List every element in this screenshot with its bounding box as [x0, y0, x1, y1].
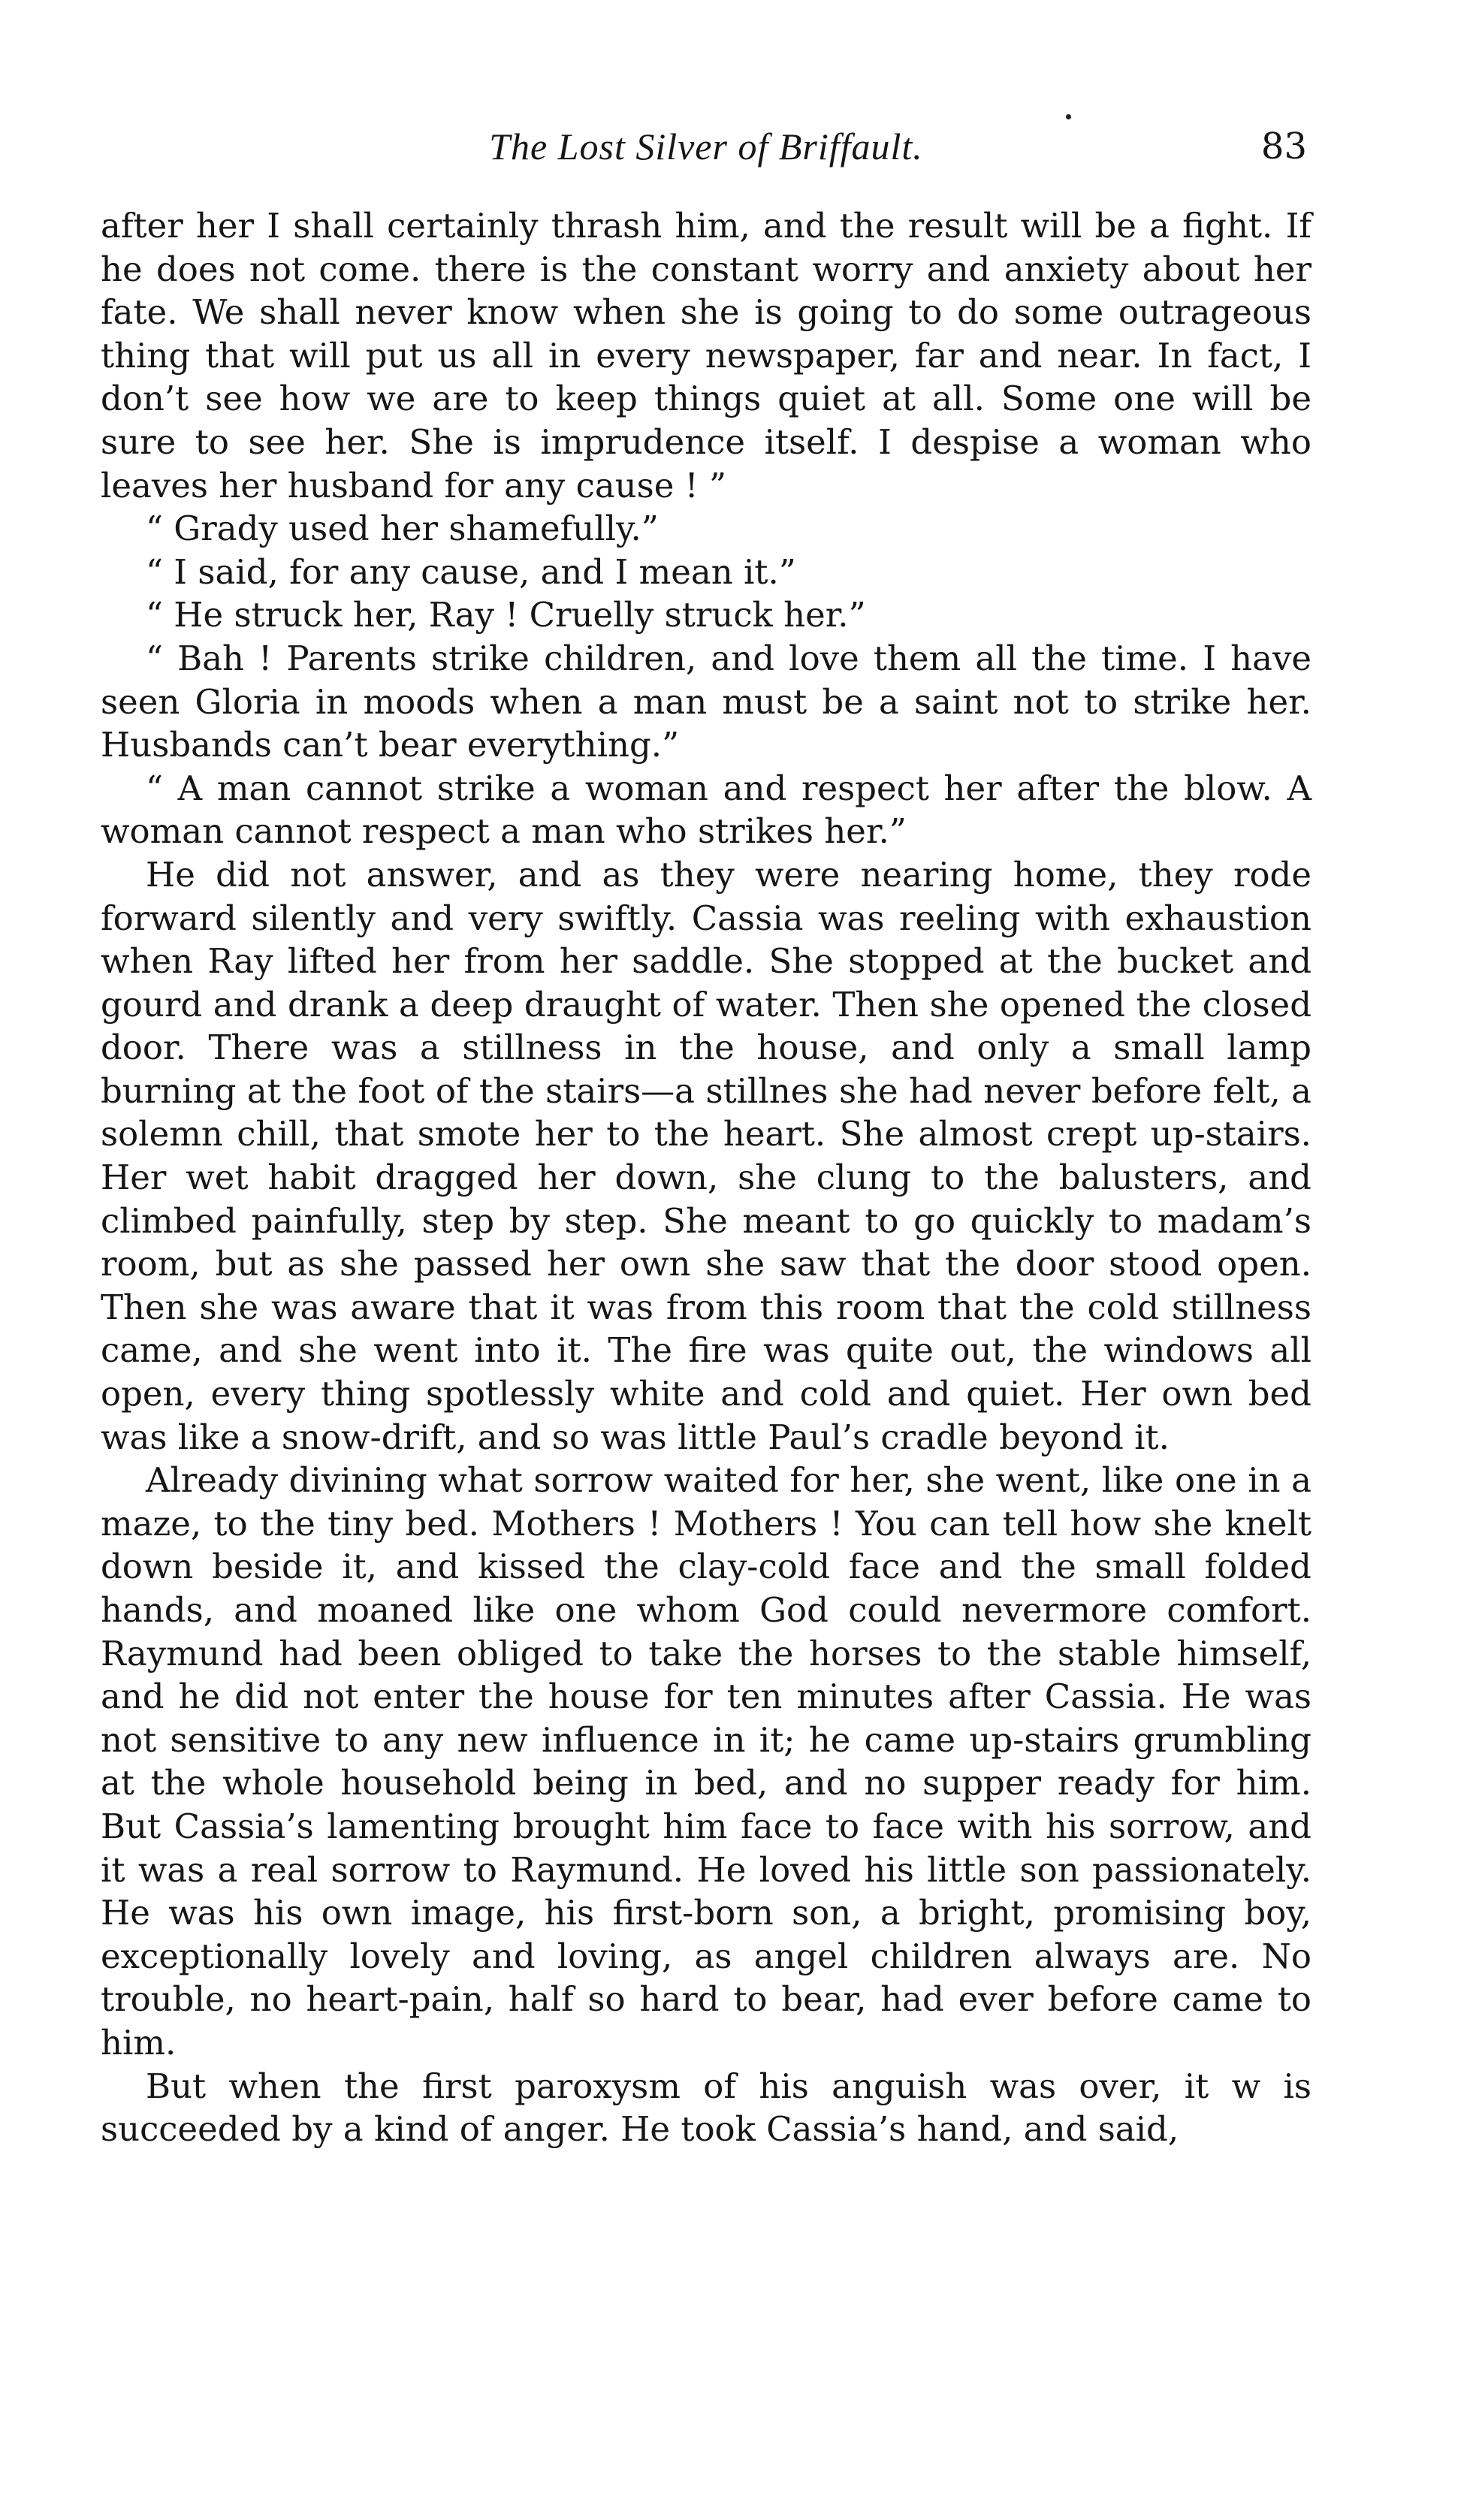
- paragraph-9: But when the first paroxysm of his anguish was over, it w is succeeded by a kind of anger. He took Cassia’s hand, and said,: [101, 2066, 1311, 2150]
- paragraph-7: He did not answer, and as they were nearing home, they rode forward silently and very swiftly. Cassia was reeling with exhaustion when Ray lifted her from her saddle. She stopped at the bucket and gourd and drank a deep draught of water. Then she opened the closed door. There was a stillness in the house, and only a small lamp burning at the foot of the stairs—a stillnes she had never before felt, a solemn chill, that smote her to the heart. She almost crept up-stairs. Her wet habit dragged her down, she clung to the balusters, and climbed painfully, step by step. She meant to go quickly to madam’s room, but as she passed her own she saw that the door stood open. Then she was aware that it was from this room that the cold stillness came, and she went into it. The fire was quite out, the windows all open, every thing spotlessly white and cold and quiet. Her own bed was like a snow-drift, and so was little Paul’s cradle beyond it.: [101, 854, 1311, 1457]
- paragraph-2: “ Grady used her shamefully.”: [146, 509, 659, 549]
- running-header: [98, 120, 1314, 173]
- paragraph-6: “ A man cannot strike a woman and respect her after the blow. A woman cannot respect a man who strikes her.”: [101, 768, 1311, 852]
- paragraph-8: Already divining what sorrow waited for her, she went, like one in a maze, to the tiny bed. Mothers ! Mothers ! You can tell how she knelt down beside it, and kissed the clay-cold face and the small folded hands, and moaned like one whom God could nevermore comfort. Raymund had been obliged to take the horses to the stable himself, and he did not enter the house for ten minutes after Cassia. He was not sensitive to any new influence in it; he came up-stairs grumbling at the whole household being in bed, and no supper ready for him. But Cassia’s lamenting brought him face to face with his sorrow, and it was a real sorrow to Raymund. He loved his little son passionately. He was his own image, his first-born son, a bright, promising boy, exceptionally lovely and loving, as angel children always are. No trouble, no heart-pain, half so hard to bear, had ever before came to him.: [101, 1460, 1311, 2063]
- page-number: 83: [1260, 125, 1307, 167]
- paragraph-5: “ Bah ! Parents strike children, and love them all the time. I have seen Gloria in moods when a man must be a saint not to strike her. Husbands can’t bear everything.”: [101, 638, 1311, 765]
- body-text: [101, 204, 1311, 2151]
- paragraph-4: “ He struck her, Ray ! Cruelly struck her.”: [146, 595, 866, 635]
- paragraph-3: “ I said, for any cause, and I mean it.”: [146, 551, 796, 592]
- running-title: The Lost Silver of Briffault.: [489, 125, 923, 167]
- print-speck: [1066, 114, 1071, 119]
- paragraph-1: after her I shall certainly thrash him, and the result will be a fight. If he does not come. there is the constant worry and anxiety about her fate. We shall never know when she is going to do some outrageous thing that will put us all in every newspaper, far and near. In fact, I don’t see how we are to keep things quiet at all. Some one will be sure to see her. She is imprudence itself. I despise a woman who leaves her husband for any cause ! ”: [101, 206, 1311, 506]
